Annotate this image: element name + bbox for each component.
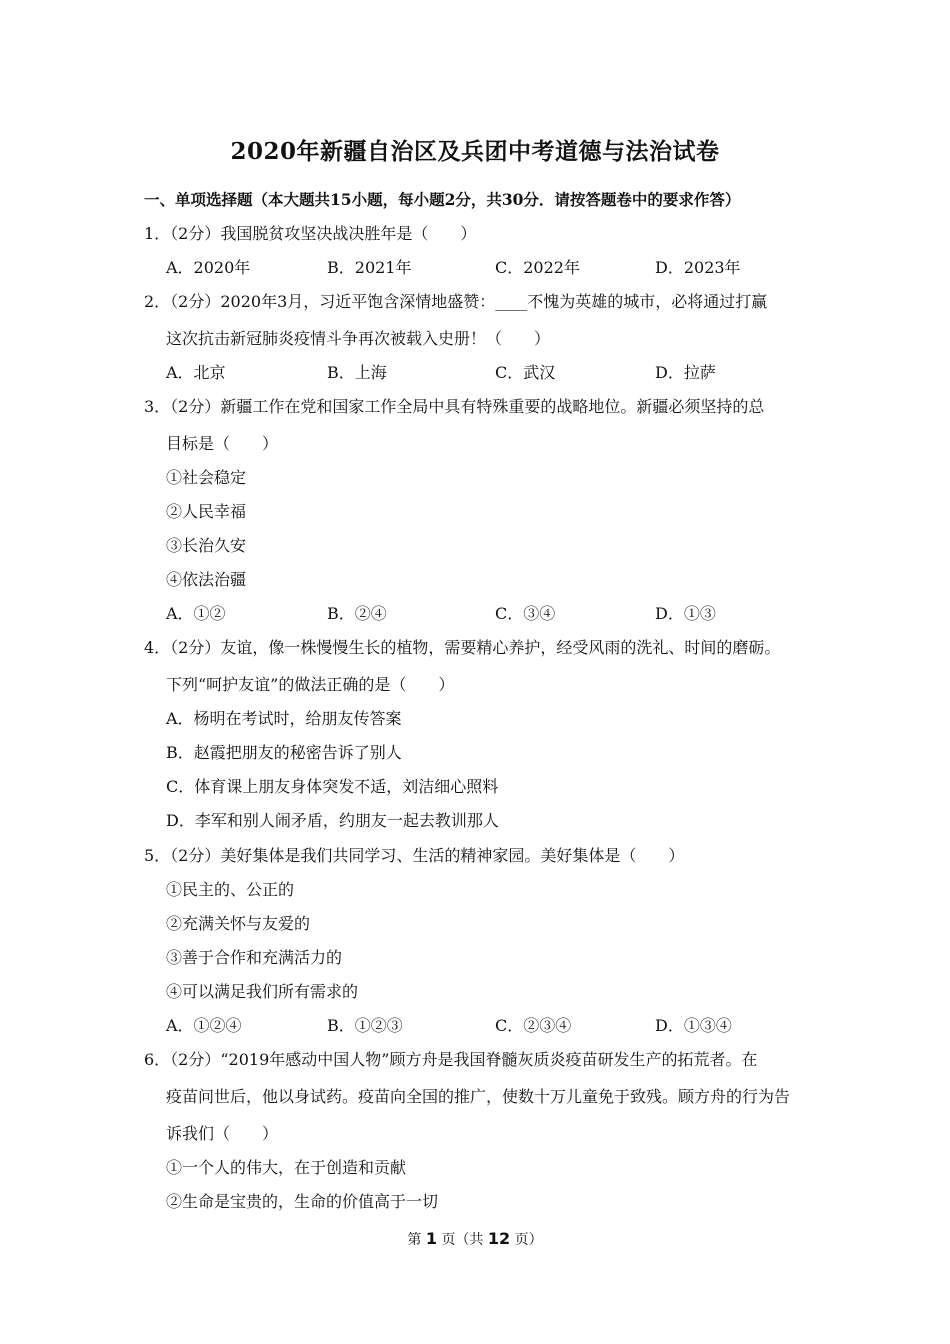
question-6-stem-line-2: 疫苗问世后，他以身试药。疫苗向全国的推广，使数十万儿童免于致残。顾方舟的行为告 [166, 1087, 791, 1106]
page-title: 2020年新疆自治区及兵团中考道德与法治试卷 [230, 138, 720, 165]
question-5-item-3: ③善于合作和充满活力的 [166, 948, 343, 967]
question-3-item-3: ③长治久安 [166, 536, 247, 555]
footer-page-number: 1 [425, 1229, 437, 1248]
question-2-stem-line-2: 这次抗击新冠肺炎疫情斗争再次被载入史册！（ ） [166, 329, 551, 348]
question-1-option-a: A．2020年 [166, 258, 251, 277]
question-4-option-d: D．李军和别人闹矛盾，约朋友一起去教训那人 [166, 811, 499, 830]
question-5-option-d: D．①③④ [655, 1016, 732, 1035]
question-2-option-a: A．北京 [166, 363, 226, 382]
question-3-item-4: ④依法治疆 [166, 570, 247, 589]
question-5-item-2: ②充满关怀与友爱的 [166, 914, 311, 933]
question-2-option-c: C．武汉 [495, 363, 556, 382]
question-3-stem-line-1: 3．（2分）新疆工作在党和国家工作全局中具有特殊重要的战略地位。新疆必须坚持的总 [144, 397, 765, 416]
question-5-option-a: A．①②④ [166, 1016, 242, 1035]
section-heading: 一、单项选择题（本大题共15小题，每小题2分，共30分．请按答题卷中的要求作答） [144, 190, 741, 209]
footer-prefix: 第 [407, 1232, 422, 1248]
question-5-stem: 5．（2分）美好集体是我们共同学习、生活的精神家园。美好集体是（ ） [144, 846, 685, 865]
question-6-stem-line-1: 6．（2分）“2019年感动中国人物”顾方舟是我国脊髓灰质炎疫苗研发生产的拓荒者。在 [144, 1050, 758, 1069]
footer-total-pages: 12 [487, 1229, 511, 1248]
question-4-option-c: C．体育课上朋友身体突发不适，刘洁细心照料 [166, 777, 499, 796]
question-4-option-a: A．杨明在考试时，给朋友传答案 [166, 709, 402, 728]
question-1-stem: 1．（2分）我国脱贫攻坚决战决胜年是（ ） [144, 224, 477, 243]
footer-mid: 页（共 [441, 1232, 484, 1248]
question-6-item-1: ①一个人的伟大，在于创造和贡献 [166, 1158, 407, 1177]
question-4-option-b: B．赵霞把朋友的秘密告诉了别人 [166, 743, 402, 762]
question-3-option-a: A．①② [166, 604, 226, 623]
question-3-option-c: C．③④ [495, 604, 556, 623]
question-5-item-1: ①民主的、公正的 [166, 880, 295, 899]
question-3-item-2: ②人民幸福 [166, 502, 247, 521]
question-6-stem-line-3: 诉我们（ ） [166, 1124, 279, 1143]
question-5-option-c: C．②③④ [495, 1016, 572, 1035]
question-6-item-2: ②生命是宝贵的，生命的价值高于一切 [166, 1192, 439, 1211]
question-5-option-b: B．①②③ [327, 1016, 403, 1035]
question-4-stem-line-1: 4．（2分）友谊，像一株慢慢生长的植物，需要精心养护，经受风雨的洗礼、时间的磨砺。 [144, 638, 781, 657]
question-2-option-b: B．上海 [327, 363, 387, 382]
question-3-item-1: ①社会稳定 [166, 468, 247, 487]
question-1-option-b: B．2021年 [327, 258, 412, 277]
question-4-stem-line-2: 下列“呵护友谊”的做法正确的是（ ） [166, 675, 455, 694]
question-2-stem-line-1: 2．（2分）2020年3月，习近平饱含深情地盛赞：____不愧为英雄的城市，必将通过打赢 [144, 292, 768, 311]
page-footer [0, 1229, 950, 1249]
question-5-item-4: ④可以满足我们所有需求的 [166, 982, 359, 1001]
question-2-option-d: D．拉萨 [655, 363, 716, 382]
question-1-option-c: C．2022年 [495, 258, 580, 277]
question-1-option-d: D．2023年 [655, 258, 741, 277]
question-3-stem-line-2: 目标是（ ） [166, 434, 279, 453]
footer-suffix: 页） [514, 1232, 543, 1248]
question-3-option-d: D．①③ [655, 604, 716, 623]
question-3-option-b: B．②④ [327, 604, 387, 623]
